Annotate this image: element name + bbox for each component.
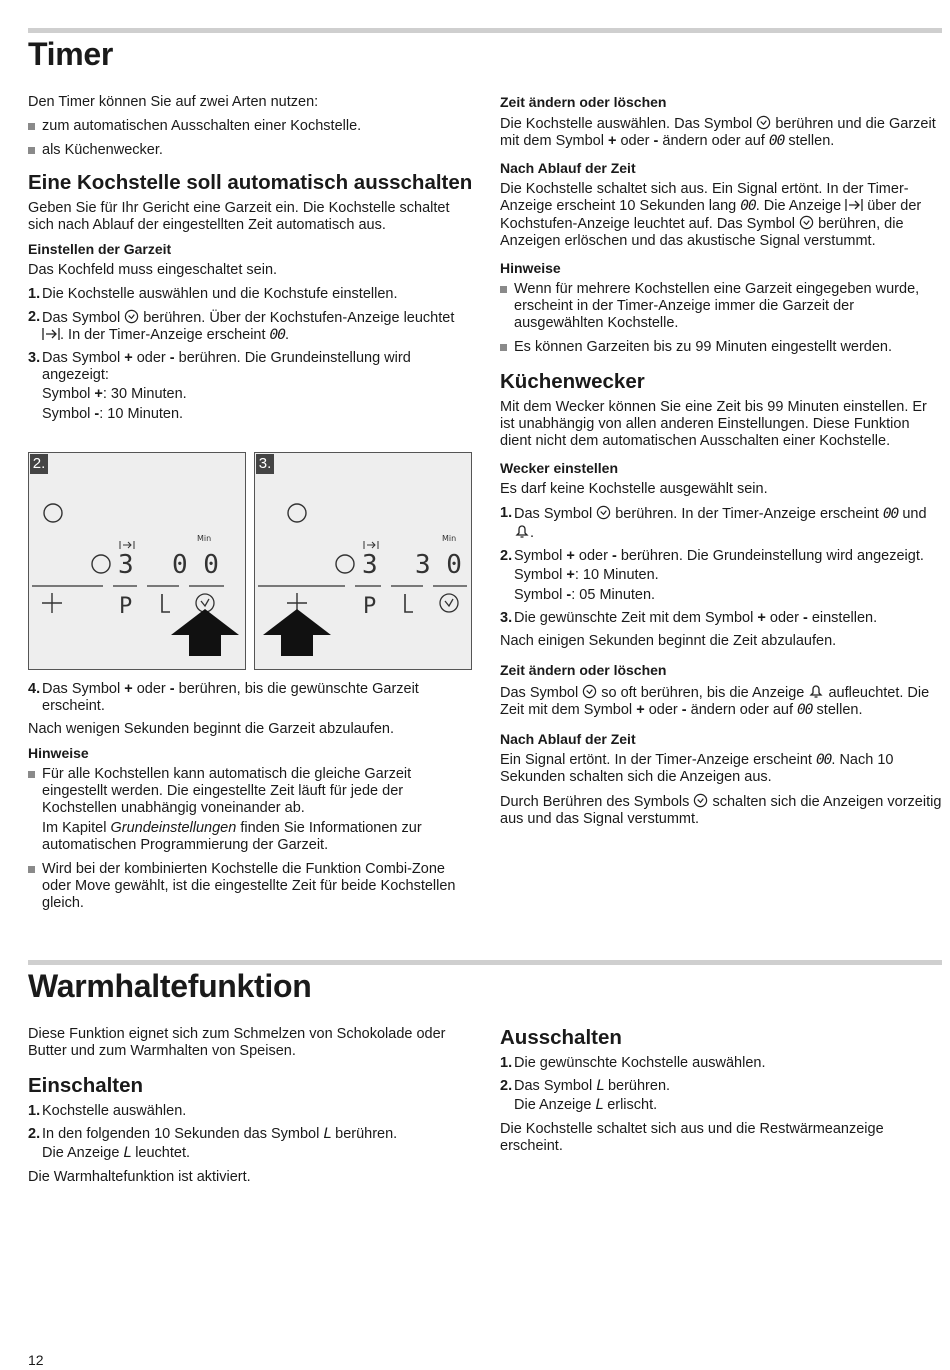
zero-display-icon: 00 (269, 327, 286, 343)
zero-display-icon: 00 (740, 198, 756, 214)
kitchen-after: Nach einigen Sekunden beginnt die Zeit abzulaufen. (500, 633, 837, 649)
timer-icon (693, 793, 708, 808)
step-1: 1. Die gewünschte Kochstelle auswählen. (500, 1055, 766, 1071)
keep-warm-indicator: Die Anzeige L erlischt. (514, 1097, 658, 1113)
bell-icon (514, 523, 530, 539)
kitchen-change-text: Das Symbol so oft berühren, bis die Anzeige aufleuchtet. Die Zeit mit dem Symbol + oder - ändern oder auf 00 stellen. (500, 685, 930, 718)
timer-intro: Den Timer können Sie auf zwei Arten nutzen: (28, 94, 319, 110)
section-heading-on: Einschalten (28, 1074, 144, 1097)
subheading-notes: Hinweise (28, 745, 89, 761)
warm-on-done: Die Warmhaltefunktion ist aktiviert. (28, 1169, 251, 1185)
panel-drawing (255, 453, 471, 669)
panel-label: 3. (256, 454, 274, 474)
list-item: zum automatischen Ausschalten einer Kochstelle. (28, 118, 474, 135)
step-2: 2. Symbol + oder - berühren. Die Grundeinstellung wird angezeigt. (500, 548, 924, 564)
page-title-keep-warm: Warmhaltefunktion (28, 968, 312, 1004)
zero-display-icon: 00 (797, 702, 813, 718)
warm-right-column (500, 1026, 942, 1162)
auto-desc: Geben Sie für Ihr Gericht eine Garzeit ein. Die Kochstelle schaltet sich nach Ablauf der eingestellten Zeit automatisch aus. (28, 200, 450, 233)
step-2: 2. Das Symbol berühren. Über der Kochstufen-Anzeige leuchtet . In der Timer-Anzeige erscheint 00. (28, 309, 455, 343)
subheading-expiry-alarm: Nach Ablauf der Zeit (500, 731, 636, 747)
timer-left-column-lower (28, 681, 474, 919)
zero-display-icon: 00 (768, 133, 785, 149)
svg-text:3 0: 3 0 (415, 550, 462, 580)
step-3: 3. Das Symbol + oder - berühren. Die Grundeinstellung wird angezeigt: (28, 350, 411, 383)
section-heading-kitchen-timer: Küchenwecker (500, 370, 645, 393)
bell-icon (808, 683, 824, 699)
warm-off-done: Die Kochstelle schaltet sich aus und die Restwärmeanzeige erscheint. (500, 1121, 884, 1154)
timer-icon (799, 215, 814, 230)
list-item: Wenn für mehrere Kochstellen eine Garzeit eingegeben wurde, erscheint in der Timer-Anzeige immer die Garzeit der ausgewählten Kochstelle. (500, 281, 942, 332)
page-number: 12 (28, 1352, 44, 1368)
panel-label: 2. (30, 454, 48, 474)
keep-warm-indicator: Die Anzeige L leuchtet. (42, 1145, 191, 1161)
control-panel-step-3 (254, 452, 472, 670)
warm-intro: Diese Funktion eignet sich zum Schmelzen von Schokolade oder Butter und zum Warmhalten von Speisen. (28, 1026, 446, 1059)
svg-text:Min: Min (442, 534, 457, 543)
subheading-set-alarm: Wecker einstellen (500, 460, 619, 476)
subheading-change: Zeit ändern oder löschen (500, 94, 667, 110)
list-item: Es können Garzeiten bis zu 99 Minuten eingestellt werden. (500, 339, 942, 356)
section-rule (28, 960, 942, 965)
keep-warm-icon: L (123, 1145, 132, 1161)
default-plus: Symbol +: 30 Minuten. (42, 386, 187, 402)
plus-symbol: + (124, 350, 133, 366)
timer-icon (582, 684, 597, 699)
kitchen-desc: Mit dem Wecker können Sie eine Zeit bis 99 Minuten einstellen. Er ist unabhängig von allen anderen Einstellungen. Diese Funktion dient nicht dem automatischen Ausschalten einer Kochstelle. (500, 399, 927, 449)
default-minus: Symbol -: 05 Minuten. (514, 587, 656, 603)
minus-symbol: - (169, 350, 175, 366)
page-title-timer: Timer (28, 36, 114, 72)
subheading-notes-2: Hinweise (500, 260, 561, 276)
timer-icon (124, 309, 139, 324)
timer-icon (756, 115, 771, 130)
after-text: Nach wenigen Sekunden beginnt die Garzeit abzulaufen. (28, 721, 394, 737)
svg-text:0 0: 0 0 (172, 550, 219, 580)
subheading-expiry: Nach Ablauf der Zeit (500, 160, 636, 176)
step-2: 2. In den folgenden 10 Sekunden das Symbol L berühren. (28, 1126, 398, 1142)
section-heading-off: Ausschalten (500, 1026, 622, 1049)
note1-extra: Im Kapitel Grundeinstellungen finden Sie Informationen zur automatischen Programmierung der Garzeit. (42, 820, 422, 853)
timer-icon (596, 505, 611, 520)
step-2: 2. Das Symbol L berühren. (500, 1078, 671, 1094)
top-rule (28, 28, 942, 33)
timer-active-icon (42, 327, 60, 341)
keep-warm-icon: L (596, 1078, 604, 1094)
keep-warm-icon: L (323, 1126, 332, 1142)
svg-text:P: P (363, 594, 377, 619)
step-1: 1. Die Kochstelle auswählen und die Kochstufe einstellen. (28, 286, 398, 302)
warm-left-column (28, 1026, 474, 1193)
zero-display-icon: 00 (882, 506, 899, 522)
list-item: Für alle Kochstellen kann automatisch die gleiche Garzeit eingestellt werden. Die eingestellte Zeit läuft für jede der Kochstellen unabhängig voneinander ab. (28, 766, 474, 817)
svg-text:Min: Min (197, 534, 212, 543)
list-item: Wird bei der kombinierten Kochstelle die Funktion Combi-Zone oder Move gewählt, ist die eingestellte Zeit für beide Kochstellen gleich. (28, 861, 474, 912)
subheading-set-cooktime: Einstellen der Garzeit (28, 241, 172, 257)
step-1: 1. Das Symbol berühren. In der Timer-Anzeige erscheint 00 und . (500, 505, 927, 541)
default-plus: Symbol +: 10 Minuten. (514, 567, 659, 583)
change-text: Die Kochstelle auswählen. Das Symbol berühren und die Garzeit mit dem Symbol + oder - ändern oder auf 00 stellen. (500, 116, 936, 149)
kitchen-expiry-text: Ein Signal ertönt. In der Timer-Anzeige erscheint 00. Nach 10 Sekunden schalten sich die Anzeigen aus. (500, 752, 894, 785)
section-heading-auto-off: Eine Kochstelle soll automatisch ausschalten (28, 171, 473, 194)
svg-text:3: 3 (118, 550, 134, 580)
step-1: 1. Kochstelle auswählen. (28, 1103, 187, 1119)
timer-right-column (500, 94, 942, 835)
zero-display-icon: 00 (815, 752, 832, 768)
step-4: 4. Das Symbol + oder - berühren, bis die gewünschte Garzeit erscheint. (28, 681, 419, 714)
timer-active-icon (845, 198, 863, 212)
control-panel-step-2 (28, 452, 246, 670)
kitchen-precondition: Es darf keine Kochstelle ausgewählt sein. (500, 481, 768, 497)
precondition: Das Kochfeld muss eingeschaltet sein. (28, 262, 278, 278)
step-3: 3. Die gewünschte Zeit mit dem Symbol + oder - einstellen. (500, 610, 878, 626)
panel-drawing (29, 453, 245, 669)
svg-text:P: P (119, 594, 133, 619)
expiry-text: Die Kochstelle schaltet sich aus. Ein Signal ertönt. In der Timer-Anzeige erscheint 10 Sekunden lang 00. Die Anzeige über der Kochstufen-Anzeige leuchtet auf. Das Symbol berühren, die Anzeigen erlöschen und das akustische Signal verstummt. (500, 181, 922, 249)
default-minus: Symbol -: 10 Minuten. (42, 406, 184, 422)
list-item: als Küchenwecker. (28, 142, 474, 159)
subheading-change-alarm: Zeit ändern oder löschen (500, 662, 667, 678)
kitchen-early-off: Durch Berühren des Symbols schalten sich die Anzeigen vorzeitig aus und das Signal verstummt. (500, 794, 942, 827)
timer-left-column (28, 94, 474, 426)
keep-warm-icon: L (595, 1097, 604, 1113)
svg-text:3: 3 (362, 550, 378, 580)
